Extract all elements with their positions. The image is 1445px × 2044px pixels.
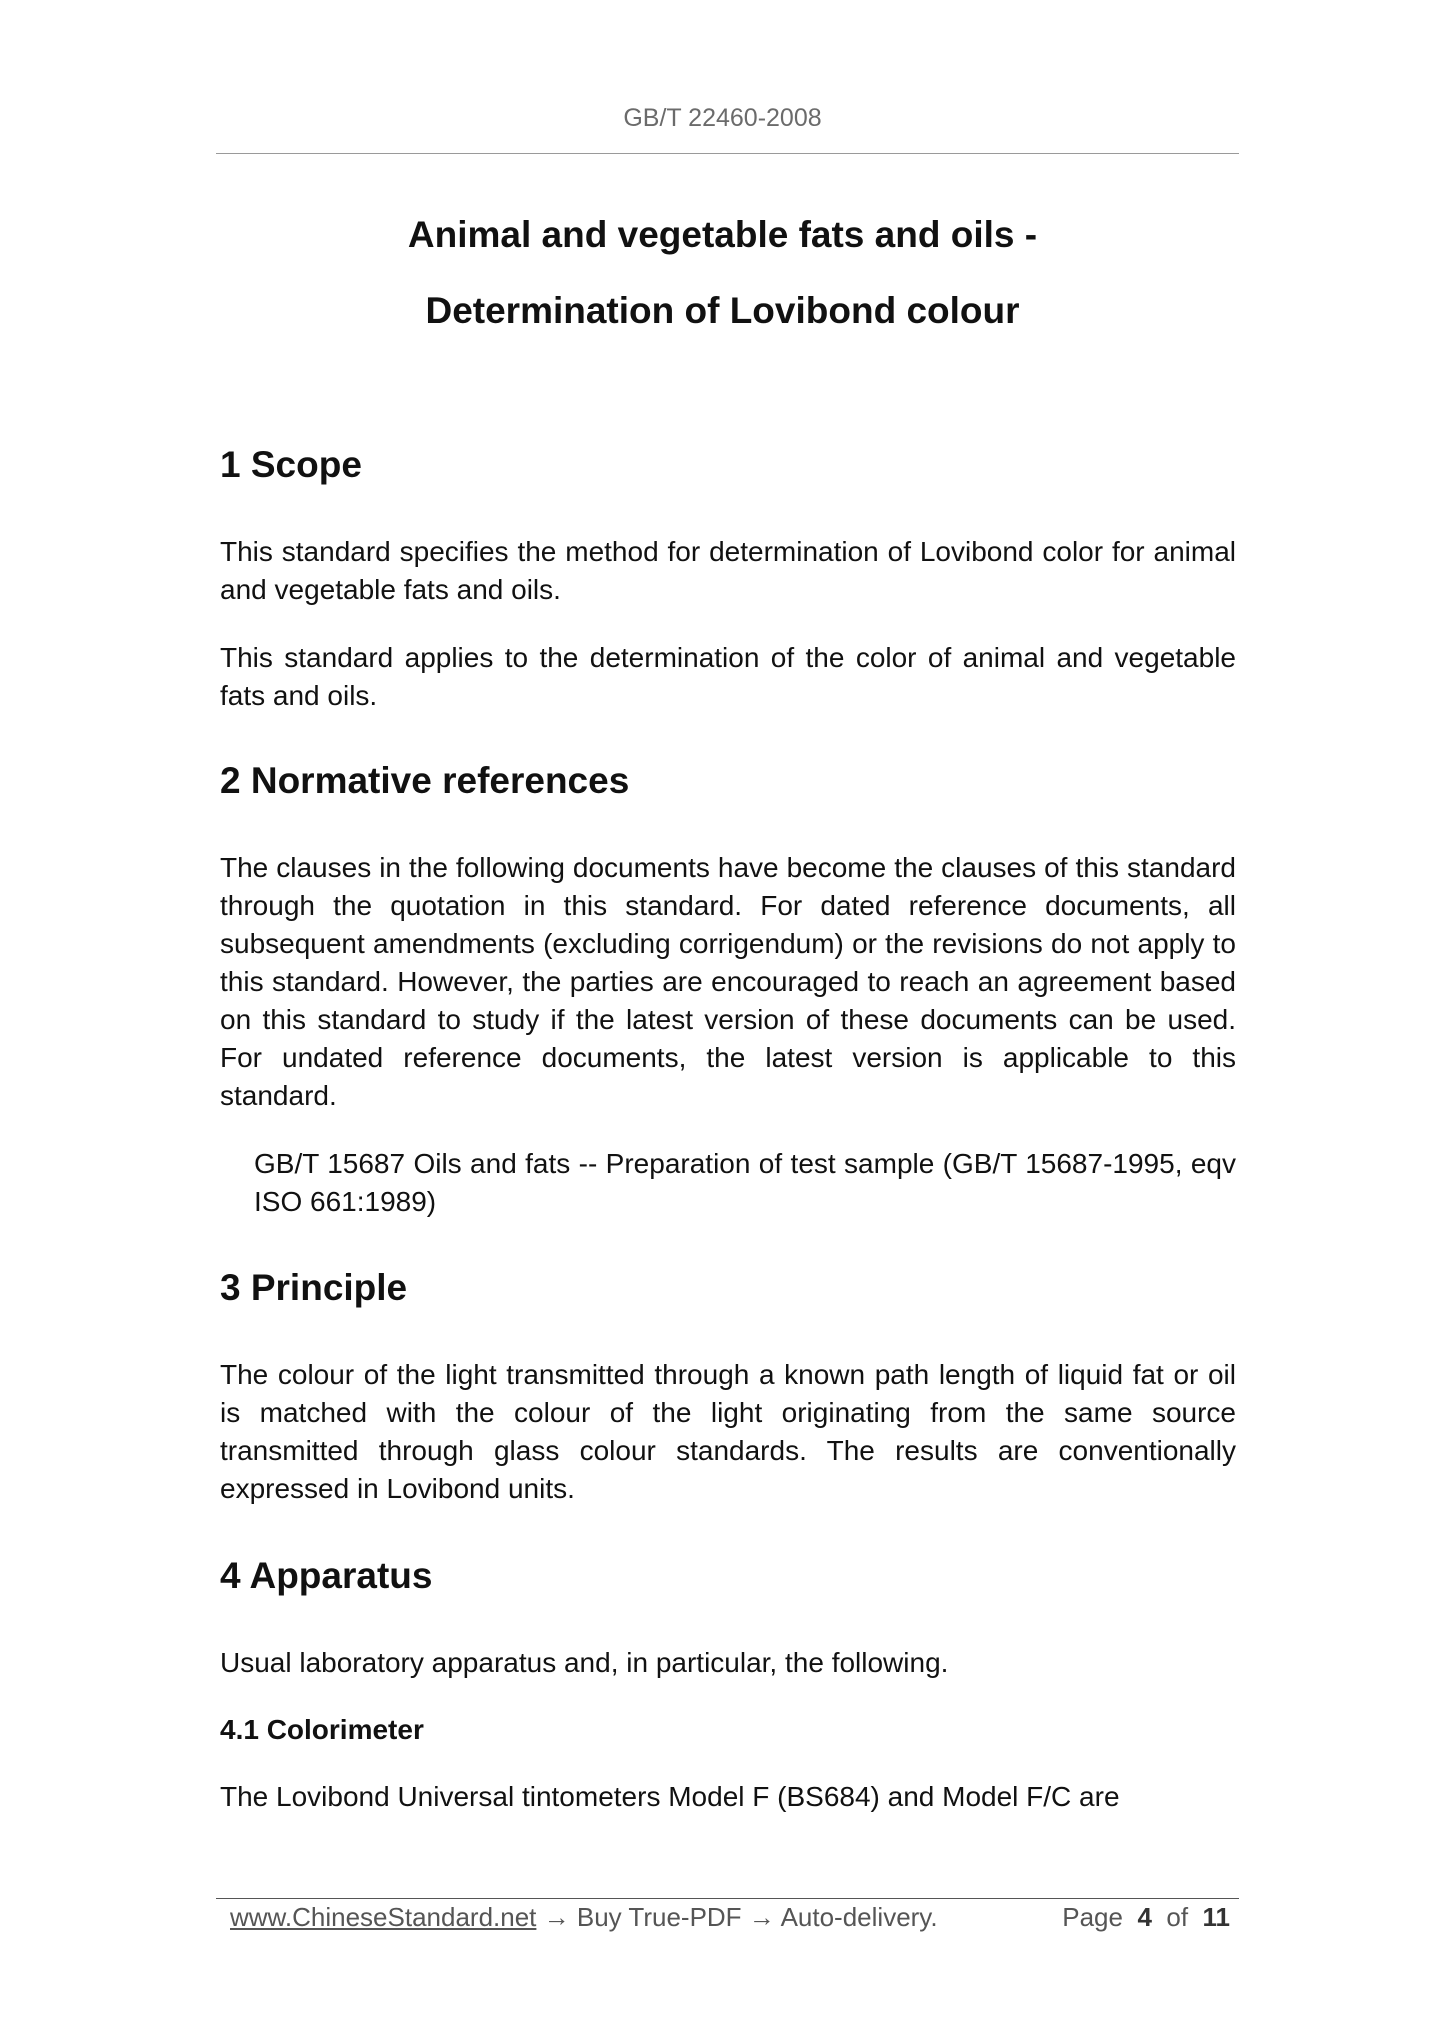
of-label: of	[1166, 1902, 1189, 1932]
document-title-line-1: Animal and vegetable fats and oils -	[407, 214, 1038, 255]
principle-paragraph: The colour of the light transmitted through a known path length of liquid fat or oil is matched with the colour of the light originating from the same source transmitted through glass colour standards. The results are conventionally expressed in Lovibond units.	[220, 1359, 1236, 1504]
scope-paragraph-2: This standard applies to the determination of the color of animal and vegetable fats and oils.	[220, 642, 1236, 711]
normative-reference-item: GB/T 15687 Oils and fats -- Preparation of test sample (GB/T 15687-1995, eqv ISO 661:1989)	[254, 1148, 1236, 1217]
apparatus-paragraph: Usual laboratory apparatus and, in particular, the following.	[220, 1647, 949, 1678]
total-pages: 11	[1202, 1902, 1230, 1932]
page-indicator	[1062, 1902, 1230, 1933]
document-title-line-2: Determination of Lovibond colour	[425, 290, 1020, 331]
header-rule	[216, 153, 1239, 154]
section-heading-normative-references: 2 Normative references	[220, 760, 630, 801]
page-label: Page	[1062, 1902, 1123, 1932]
footer-tagline: → Buy True-PDF → Auto-delivery.	[536, 1902, 938, 1932]
footer-promo	[230, 1902, 938, 1933]
page-number: 4	[1137, 1902, 1152, 1932]
section-heading-scope: 1 Scope	[220, 444, 362, 485]
subsection-heading-colorimeter: 4.1 Colorimeter	[220, 1714, 424, 1745]
section-heading-principle: 3 Principle	[220, 1267, 408, 1308]
normative-references-paragraph: The clauses in the following documents have become the clauses of this standard through the quotation in this standard. For dated reference documents, all subsequent amendments (excluding corrigendum) or the revisions do not apply to this standard. However, the parties are encouraged to reach an agreement based on this standard to study if the latest version of these documents can be used. For undated reference documents, the latest version is applicable to this standard.	[220, 852, 1236, 1111]
colorimeter-paragraph: The Lovibond Universal tintometers Model F (BS684) and Model F/C are	[220, 1781, 1120, 1812]
running-header: GB/T 22460-2008	[623, 104, 822, 132]
footer-rule	[216, 1898, 1239, 1899]
scope-paragraph-1: This standard specifies the method for determination of Lovibond color for animal and vegetable fats and oils.	[220, 536, 1236, 605]
footer-site-link[interactable]: www.ChineseStandard.net	[230, 1902, 537, 1932]
page-footer	[230, 1902, 1230, 1942]
section-heading-apparatus: 4 Apparatus	[220, 1555, 433, 1596]
